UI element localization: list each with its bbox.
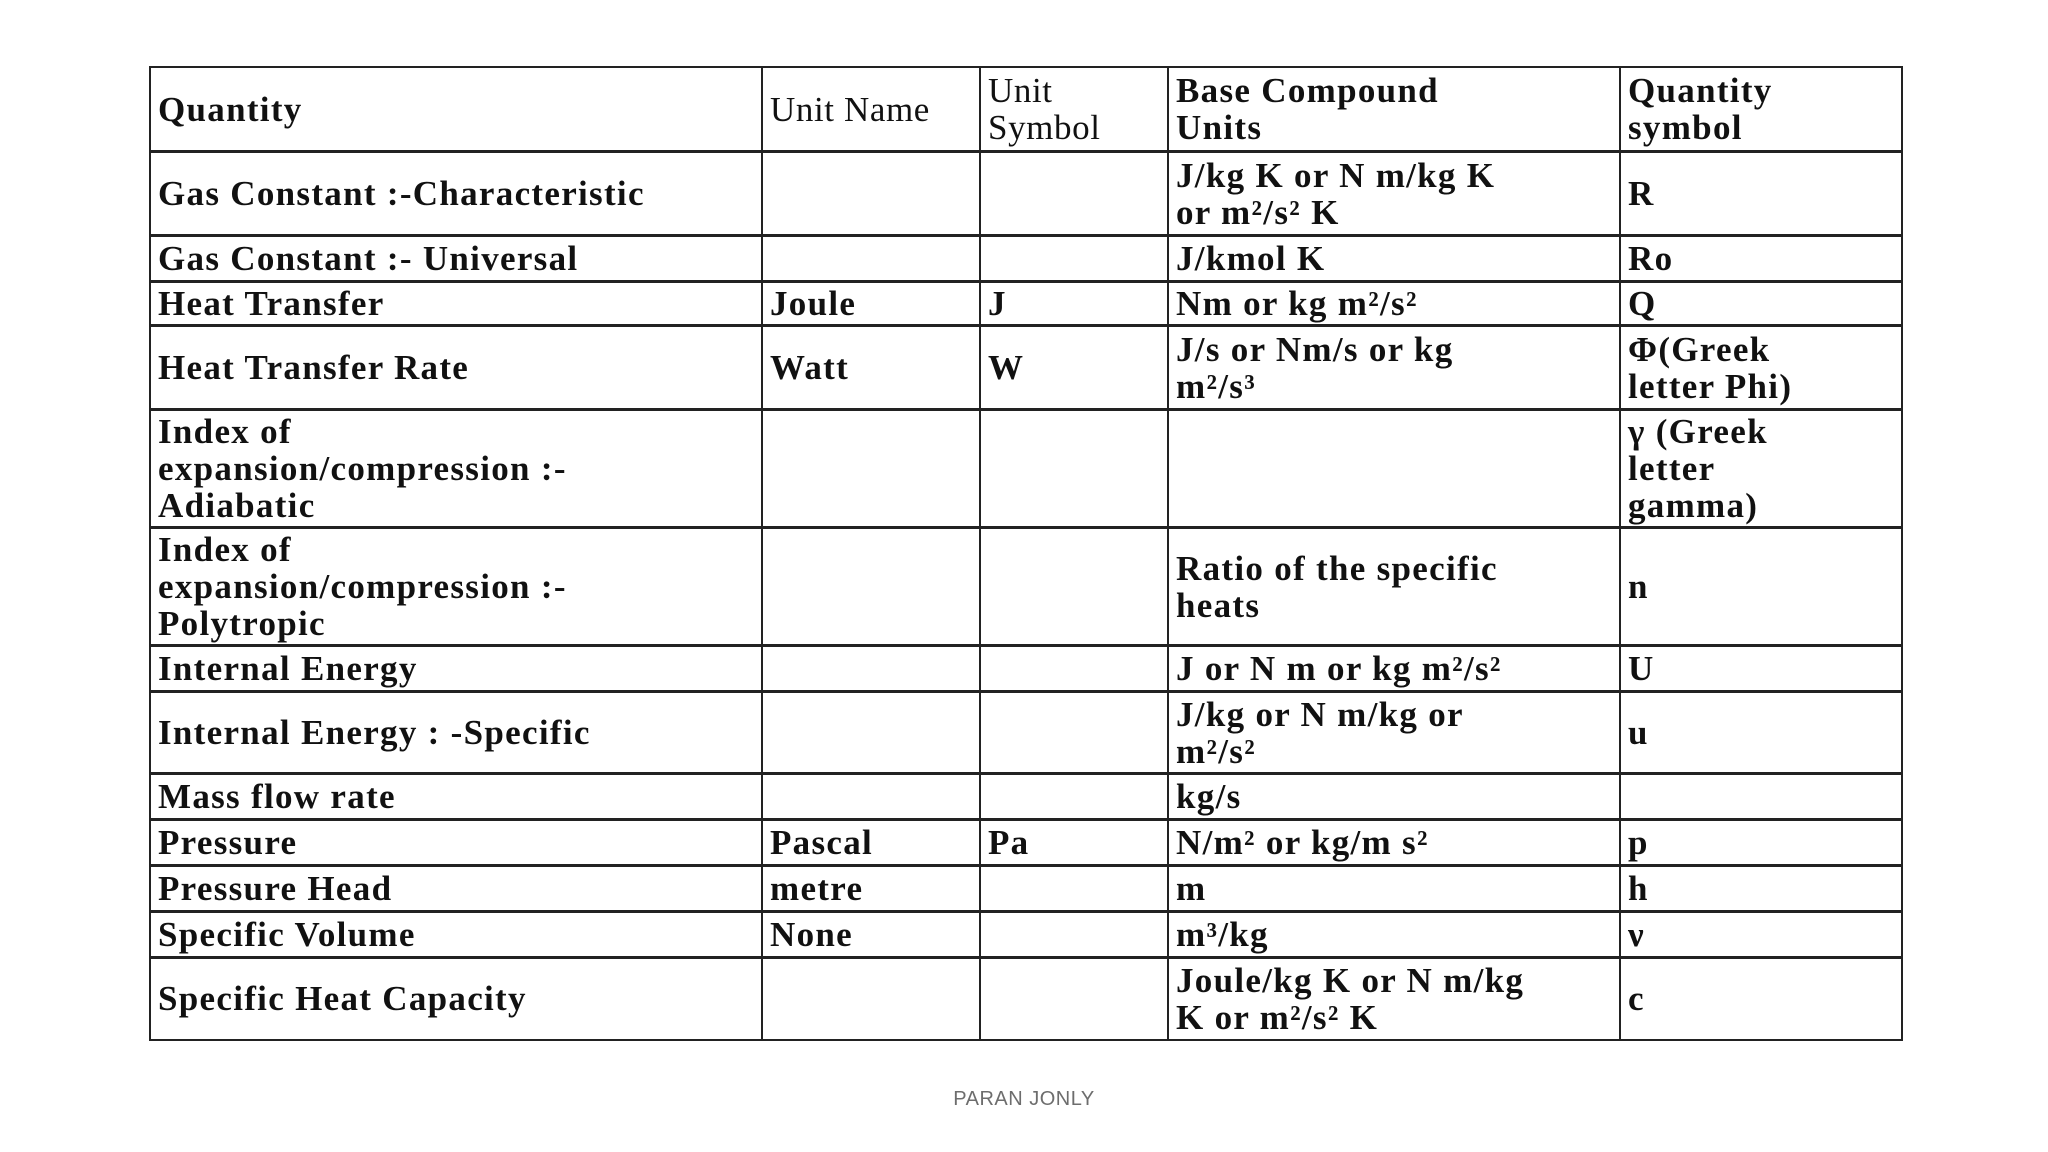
table-row (150, 912, 1902, 958)
cell-unit-name (762, 692, 980, 774)
cell-base-units: Joule/kg K or N m/kg K or m²/s² K (1168, 958, 1620, 1040)
cell-unit-name: Pascal (762, 820, 980, 866)
cell-base-units: m³/kg (1168, 912, 1620, 958)
cell-quantity: Gas Constant :-Characteristic (150, 152, 762, 236)
cell-unit-name (762, 646, 980, 692)
cell-quantity-symbol: Φ(Greek letter Phi) (1620, 326, 1902, 410)
cell-unit-name (762, 958, 980, 1040)
table-row (150, 646, 1902, 692)
cell-unit-name (762, 774, 980, 820)
cell-quantity: Pressure Head (150, 866, 762, 912)
table-row (150, 866, 1902, 912)
cell-quantity: Index of expansion/compression :- Polytropic (150, 528, 762, 646)
table-row (150, 774, 1902, 820)
cell-quantity: Pressure (150, 820, 762, 866)
cell-quantity-symbol: ν (1620, 912, 1902, 958)
table-row (150, 236, 1902, 282)
cell-base-units: J/kg or N m/kg or m²/s² (1168, 692, 1620, 774)
cell-unit-symbol (980, 410, 1168, 528)
cell-unit-symbol (980, 646, 1168, 692)
cell-quantity: Index of expansion/compression :- Adiabatic (150, 410, 762, 528)
table-row (150, 820, 1902, 866)
cell-base-units: kg/s (1168, 774, 1620, 820)
cell-unit-symbol (980, 866, 1168, 912)
cell-quantity: Gas Constant :- Universal (150, 236, 762, 282)
cell-quantity-symbol: p (1620, 820, 1902, 866)
cell-unit-symbol (980, 774, 1168, 820)
cell-unit-name: Watt (762, 326, 980, 410)
table-row (150, 152, 1902, 236)
cell-quantity: Heat Transfer Rate (150, 326, 762, 410)
cell-quantity: Mass flow rate (150, 774, 762, 820)
cell-unit-name: metre (762, 866, 980, 912)
cell-quantity: Specific Volume (150, 912, 762, 958)
cell-quantity-symbol: c (1620, 958, 1902, 1040)
header-row (150, 67, 1902, 152)
cell-unit-symbol: J (980, 282, 1168, 326)
cell-unit-symbol: W (980, 326, 1168, 410)
header-unit-name: Unit Name (762, 67, 980, 152)
table-row (150, 528, 1902, 646)
cell-quantity: Internal Energy (150, 646, 762, 692)
table-row (150, 692, 1902, 774)
cell-base-units: N/m² or kg/m s² (1168, 820, 1620, 866)
table-row (150, 282, 1902, 326)
cell-base-units (1168, 410, 1620, 528)
cell-unit-name (762, 152, 980, 236)
table-body (150, 152, 1902, 1040)
cell-quantity-symbol (1620, 774, 1902, 820)
cell-unit-name (762, 236, 980, 282)
table-row (150, 958, 1902, 1040)
table-header (150, 67, 1902, 152)
cell-unit-name: None (762, 912, 980, 958)
header-base-compound-units: Base Compound Units (1168, 67, 1620, 152)
cell-quantity-symbol: h (1620, 866, 1902, 912)
cell-quantity-symbol: u (1620, 692, 1902, 774)
cell-quantity-symbol: Ro (1620, 236, 1902, 282)
cell-base-units: J or N m or kg m²/s² (1168, 646, 1620, 692)
cell-unit-name (762, 528, 980, 646)
cell-unit-symbol (980, 528, 1168, 646)
cell-quantity: Internal Energy : -Specific (150, 692, 762, 774)
cell-unit-symbol: Pa (980, 820, 1168, 866)
cell-base-units: J/s or Nm/s or kg m²/s³ (1168, 326, 1620, 410)
cell-quantity-symbol: n (1620, 528, 1902, 646)
cell-quantity-symbol: γ (Greek letter gamma) (1620, 410, 1902, 528)
cell-quantity: Heat Transfer (150, 282, 762, 326)
cell-unit-symbol (980, 236, 1168, 282)
footer-text: PARAN JONLY (953, 1088, 1095, 1110)
cell-quantity-symbol: U (1620, 646, 1902, 692)
cell-base-units: J/kmol K (1168, 236, 1620, 282)
cell-base-units: Ratio of the specific heats (1168, 528, 1620, 646)
cell-unit-symbol (980, 958, 1168, 1040)
cell-unit-symbol (980, 692, 1168, 774)
header-quantity: Quantity (150, 67, 762, 152)
cell-base-units: J/kg K or N m/kg K or m²/s² K (1168, 152, 1620, 236)
cell-base-units: Nm or kg m²/s² (1168, 282, 1620, 326)
cell-unit-name: Joule (762, 282, 980, 326)
cell-base-units: m (1168, 866, 1620, 912)
cell-quantity-symbol: Q (1620, 282, 1902, 326)
header-unit-symbol: Unit Symbol (980, 67, 1168, 152)
table-row (150, 326, 1902, 410)
cell-unit-symbol (980, 152, 1168, 236)
cell-unit-symbol (980, 912, 1168, 958)
cell-quantity: Specific Heat Capacity (150, 958, 762, 1040)
cell-quantity-symbol: R (1620, 152, 1902, 236)
header-quantity-symbol: Quantity symbol (1620, 67, 1902, 152)
table-row (150, 410, 1902, 528)
cell-unit-name (762, 410, 980, 528)
units-table (149, 66, 1903, 1041)
